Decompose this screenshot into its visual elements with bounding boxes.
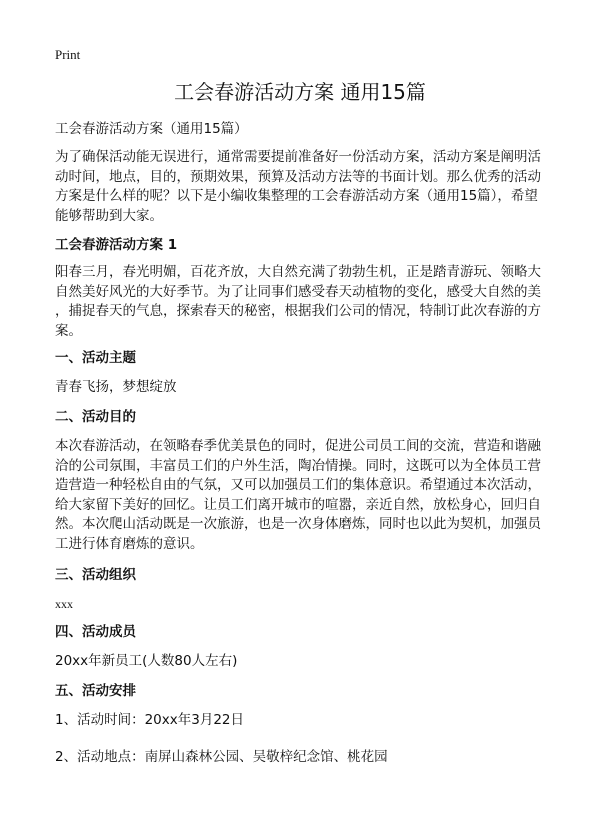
schedule-item: 1、活动时间：20xx年3月22日: [55, 712, 245, 728]
theme-heading: 一、活动主题: [55, 350, 136, 366]
members-heading: 四、活动成员: [55, 624, 136, 640]
members-text: 20xx年新员工(人数80人左右): [55, 653, 238, 669]
print-link[interactable]: Print: [55, 47, 81, 62]
subtitle: 工会春游活动方案（通用15篇）: [55, 121, 248, 137]
text-line: ，捕捉春天的气息，探索春天的秘密，根据我们公司的情况，特制订此次春游的方: [55, 303, 541, 320]
intro-paragraph: [55, 148, 555, 226]
org-heading: 三、活动组织: [55, 567, 136, 583]
text-line: 方案是什么样的呢？以下是小编收集整理的工会春游活动方案（通用15篇），希望: [55, 188, 538, 205]
text-line: 为了确保活动能无误进行，通常需要提前准备好一份活动方案，活动方案是阐明活: [55, 149, 541, 165]
text-line: 工进行体育磨炼的意识。: [55, 535, 204, 552]
text-line: 本次春游活动，在领略春季优美景色的同时，促进公司员工间的交流，营造和谐融: [55, 438, 541, 454]
text-line: 然。本次爬山活动既是一次旅游，也是一次身体磨炼，同时也以此为契机，加强员: [55, 516, 541, 533]
theme-text: 青春飞扬，梦想绽放: [55, 379, 177, 395]
section1-paragraph: [55, 263, 555, 341]
org-text: xxx: [55, 597, 73, 611]
text-line: 洽的公司氛围，丰富员工们的户外生活，陶冶情操。同时，这既可以为全体员工营: [55, 457, 541, 474]
purpose-heading: 二、活动目的: [55, 409, 136, 425]
text-line: 能够帮助到大家。: [55, 207, 163, 224]
text-line: 动时间，地点，目的，预期效果，预算及活动方法等的书面计划。那么优秀的活动: [55, 168, 541, 185]
text-line: 案。: [55, 322, 82, 339]
text-line: 造营造一种轻松自由的气氛，又可以加强员工们的集体意识。希望通过本次活动，: [55, 477, 541, 494]
text-line: 给大家留下美好的回忆。让员工们离开城市的喧嚣，亲近自然，放松身心，回归自: [55, 496, 541, 513]
text-line: 自然美好风光的大好季节。为了让同事们感受春天动植物的变化，感受大自然的美: [55, 283, 541, 300]
schedule-item: 2、活动地点：南屏山森林公园、吴敬梓纪念馆、桃花园: [55, 749, 388, 765]
section-heading: 工会春游活动方案 1: [55, 237, 178, 253]
page-title: 工会春游活动方案 通用15篇: [174, 80, 426, 104]
purpose-paragraph: [55, 437, 555, 555]
schedule-heading: 五、活动安排: [55, 683, 136, 699]
text-line: 阳春三月，春光明媚，百花齐放，大自然充满了勃勃生机，正是踏青游玩、领略大: [55, 264, 541, 280]
